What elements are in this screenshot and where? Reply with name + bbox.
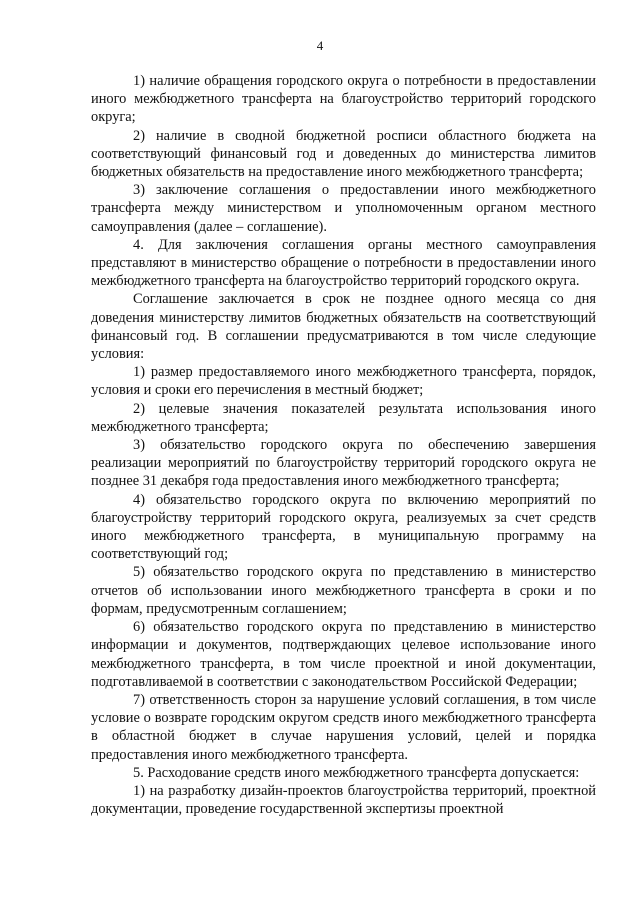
paragraph-term-7: 7) ответственность сторон за нарушение условий соглашения, в том числе условие о возврате городским округом средств иного межбюджетного трансферта в областной бюджет в случае нарушения условий, целей и порядка предоставления иного межбюджетного трансферта. <box>91 691 596 763</box>
paragraph-condition-3: 3) заключение соглашения о предоставлении иного межбюджетного трансферта между министерством и уполномоченным органом местного самоуправления (далее – соглашение). <box>91 182 596 235</box>
paragraph-term-3: 3) обязательство городского округа по обеспечению завершения реализации мероприятий по благоустройству территорий городского округа не позднее 31 декабря года предоставления иного межбюджетного трансферта; <box>91 437 596 490</box>
paragraph-term-4: 4) обязательство городского округа по включению мероприятий по благоустройству территорий городского округа, реализуемых за счет средств иного межбюджетного трансферта, в муниципальную программу на соответствующий год; <box>91 491 596 563</box>
paragraph-section-4: 4. Для заключения соглашения органы местного самоуправления представляют в министерство обращение о потребности в предоставлении иного межбюджетного трансферта на благоустройство территорий городского округа. <box>91 236 596 290</box>
paragraph-term-6: 6) обязательство городского округа по представлению в министерство информации и документов, подтверждающих целевое использование иного межбюджетного трансферта, в том числе проектной и иной документации, подготавливаемой в соответствии с законодательством Российской Федерации; <box>91 619 596 690</box>
paragraph-condition-2: 2) наличие в сводной бюджетной росписи областного бюджета на соответствующий финансовый год и доведенных до министерства лимитов бюджетных обязательств на предоставление иного межбюджетного трансферта; <box>91 127 596 181</box>
paragraph-spending-1: 1) на разработку дизайн-проектов благоустройства территорий, проектной документации, проведение государственной экспертизы проектной <box>91 782 596 818</box>
paragraph-agreement-terms: Соглашение заключается в срок не позднее одного месяца со дня доведения министерству лимитов бюджетных обязательств на соответствующий финансовый год. В соглашении предусматриваются в том числе следующие условия: <box>91 291 596 363</box>
paragraph-term-5: 5) обязательство городского округа по представлению в министерство отчетов об использовании иного межбюджетного трансферта в сроки и по формам, предусмотренным соглашением; <box>91 564 596 617</box>
page-number: 4 <box>316 38 324 53</box>
paragraph-condition-1: 1) наличие обращения городского округа о потребности в предоставлении иного межбюджетного трансферта на благоустройство территорий городского округа; <box>91 73 596 126</box>
paragraph-term-1: 1) размер предоставляемого иного межбюджетного трансферта, порядок, условия и сроки его перечисления в местный бюджет; <box>91 364 596 399</box>
paragraph-term-2: 2) целевые значения показателей результата использования иного межбюджетного трансферта; <box>91 400 596 435</box>
document-body <box>91 72 596 818</box>
paragraph-section-5: 5. Расходование средств иного межбюджетного трансферта допускается: <box>133 764 580 781</box>
